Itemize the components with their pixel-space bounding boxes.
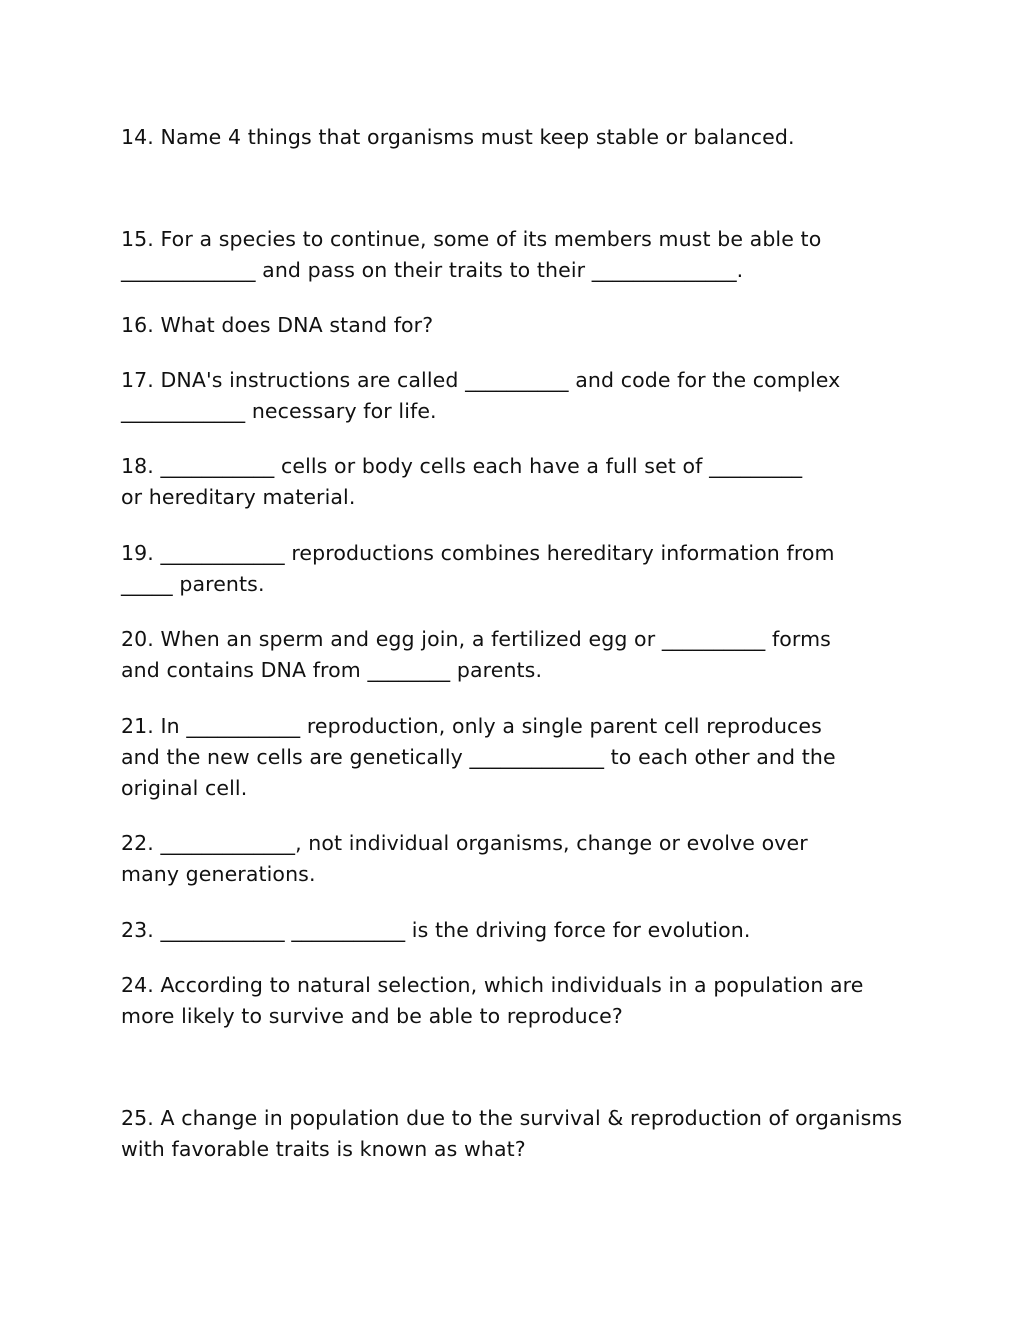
question-17 bbox=[121, 365, 921, 427]
question-line: _____________ and pass on their traits to their ______________. bbox=[121, 258, 744, 282]
question-20 bbox=[121, 624, 921, 686]
question-23 bbox=[121, 915, 921, 946]
question-line: 22. _____________, not individual organisms, change or evolve over bbox=[121, 831, 808, 855]
question-15 bbox=[121, 224, 921, 286]
question-22 bbox=[121, 828, 921, 890]
question-line: original cell. bbox=[121, 776, 248, 800]
question-line: 14. Name 4 things that organisms must keep stable or balanced. bbox=[121, 125, 795, 149]
question-25 bbox=[121, 1103, 921, 1165]
question-24 bbox=[121, 970, 921, 1032]
question-line: 25. A change in population due to the survival & reproduction of organisms bbox=[121, 1106, 903, 1130]
question-line: _____ parents. bbox=[121, 572, 265, 596]
question-line: or hereditary material. bbox=[121, 485, 356, 509]
question-line: with favorable traits is known as what? bbox=[121, 1137, 526, 1161]
question-line: 15. For a species to continue, some of its members must be able to bbox=[121, 227, 822, 251]
question-line: 21. In ___________ reproduction, only a single parent cell reproduces bbox=[121, 714, 822, 738]
question-line: 23. ____________ ___________ is the driving force for evolution. bbox=[121, 918, 751, 942]
question-line: 24. According to natural selection, which individuals in a population are bbox=[121, 973, 864, 997]
question-line: 16. What does DNA stand for? bbox=[121, 313, 434, 337]
question-16 bbox=[121, 310, 921, 341]
question-line: and contains DNA from ________ parents. bbox=[121, 658, 543, 682]
question-14 bbox=[121, 122, 921, 153]
question-19 bbox=[121, 538, 921, 600]
question-line: more likely to survive and be able to reproduce? bbox=[121, 1004, 623, 1028]
question-line: 20. When an sperm and egg join, a fertilized egg or __________ forms bbox=[121, 627, 831, 651]
question-line: 18. ___________ cells or body cells each have a full set of _________ bbox=[121, 454, 803, 478]
question-line: ____________ necessary for life. bbox=[121, 399, 437, 423]
question-line: and the new cells are genetically _____________ to each other and the bbox=[121, 745, 836, 769]
question-line: 19. ____________ reproductions combines hereditary information from bbox=[121, 541, 835, 565]
question-18 bbox=[121, 451, 921, 513]
question-line: many generations. bbox=[121, 862, 316, 886]
question-line: 17. DNA's instructions are called __________ and code for the complex bbox=[121, 368, 841, 392]
question-21 bbox=[121, 711, 921, 804]
